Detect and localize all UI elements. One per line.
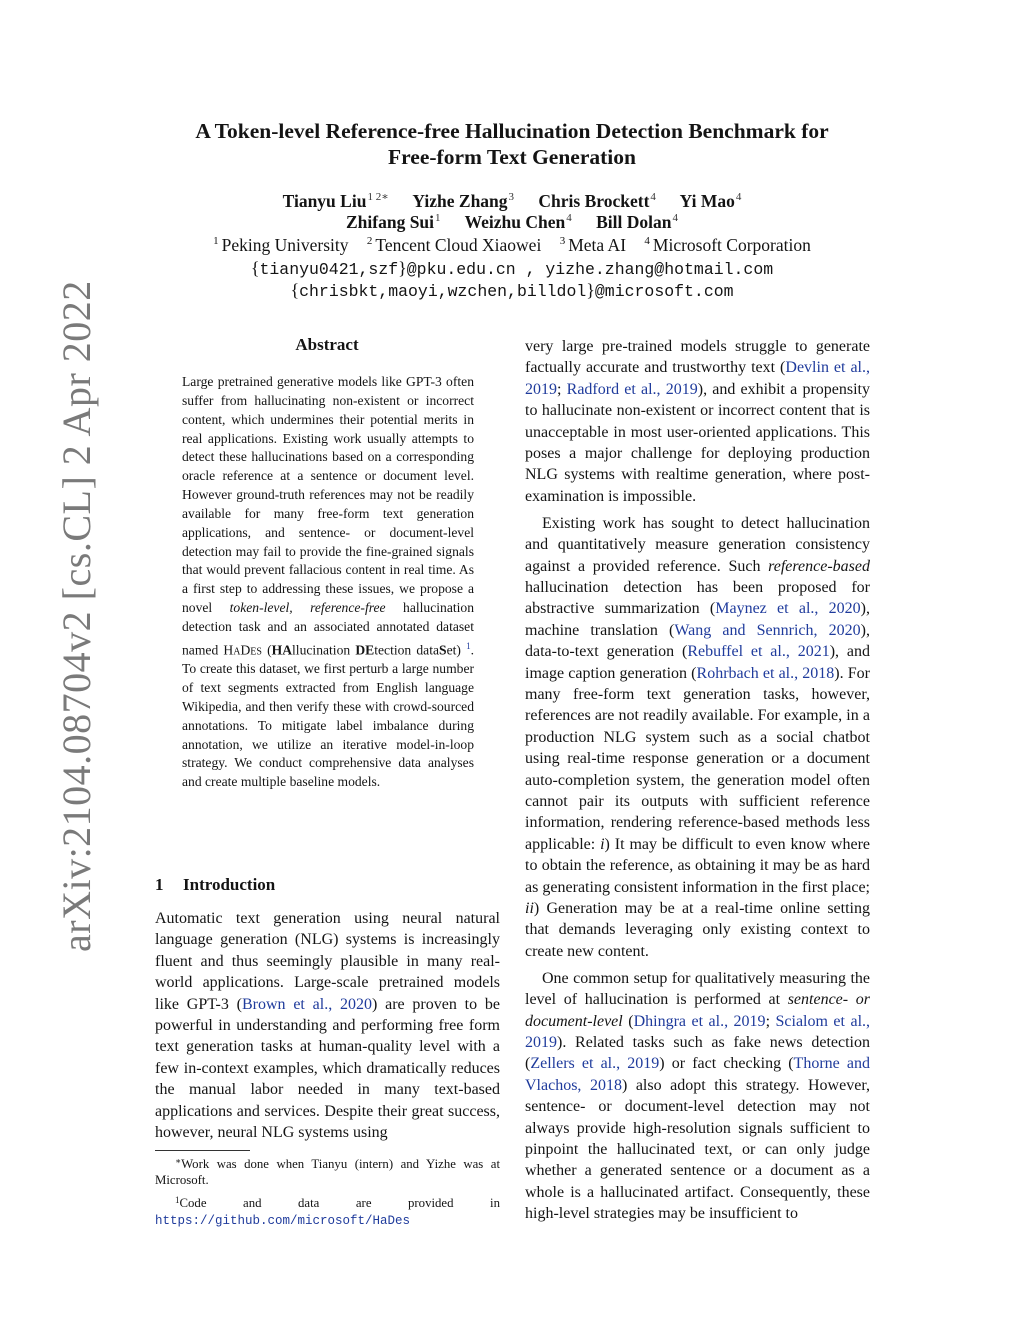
affiliation-mark: 2 [366,235,373,247]
author-affiliation-mark: 1 [435,212,441,224]
body-text: ; [557,380,567,398]
acronym-letters: S [439,642,447,658]
citation-link[interactable]: Brown et al., 2020 [241,995,372,1013]
citation-link[interactable]: Radford et al., 2019 [566,380,698,398]
title-line-1: A Token-level Reference-free Hallucination Detection Benchmark for [195,119,829,143]
abstract-text: ( [261,642,272,658]
author-affiliation-mark: 3 [508,191,515,203]
footnote-link[interactable]: 1 [466,640,471,651]
citation-link[interactable]: Dhingra et al., 2019 [633,1012,766,1030]
author-list-row-1 [150,190,874,212]
email-line-2: {chrisbkt,maoyi,wzchen,billdol}@microsoft.com [290,280,734,301]
body-text: ( [622,1012,634,1030]
affiliation-mark: 1 [213,235,219,247]
affiliation-name: Microsoft Corporation [652,235,811,255]
dataset-name: HaDes [223,642,262,658]
citation-link[interactable]: Rebuffel et al., 2021 [687,643,830,661]
author-affiliation-mark: 4 [672,212,678,224]
citation-link[interactable]: Devlin et al., 2019 [525,359,871,398]
footnote-mark: 1 [175,1195,180,1206]
footnote-text: Work was done when Tianyu (intern) and Yizhe was at Microsoft. [155,1157,500,1188]
body-text: ; [765,1012,776,1030]
code-repository-link[interactable]: https://github.com/microsoft/HaDes [155,1213,411,1228]
email-usernames: tianyu0421,szf [259,260,399,279]
author-affiliation-mark: 4 [735,191,742,203]
abstract-text: hallucination detection task and an associated annotated dataset named [182,600,475,658]
acronym-letters: DE [355,642,375,658]
abstract-text: llucination [292,642,356,658]
footnotes [155,1153,500,1229]
citation-link[interactable]: Zellers et al., 2019 [530,1055,660,1073]
footnote-mark: ∗ [175,1156,182,1166]
title-line-2: Free-form Text Generation [388,145,636,169]
abstract-body [182,373,474,792]
body-text: very large pre-trained models struggle to generate factually accurate and trustworthy text ( [525,338,870,377]
abstract-text: tection data [374,642,440,658]
body-text: hallucination detection has been proposed for abstractive summarization ( [525,578,870,618]
abstract-text: Large pretrained generative models like GPT-3 often suffer from hallucinating non-existent or incorrect content, which undermines their potential merits in real applications. Existing work usually attempts to detect these hallucinations based on a corresponding oracle reference at a sentence or document level. However ground-truth references may not be readily available for many free-form text generation applications, and sentence- or document-level detection may fail to provide the fine-grained signals that would prevent fallacious content in real time. As a first step to addressing these issues, we propose a novel [182,374,474,616]
author-list-row-2 [150,212,874,233]
affiliation-name: Tencent Cloud Xiaowei [375,235,542,255]
body-text: Automatic text generation using neural natural language generation (NLG) systems is increasingly fluent and thus seemingly plausible in many real-world applications. Large-scale pretrained models like GPT-3 ( [155,910,500,1013]
author-affiliation-mark: 4 [650,191,656,203]
section-title: Introduction [183,875,276,894]
affiliation-list [150,235,874,256]
citation-link[interactable]: Wang and Sennrich, 2020 [674,621,861,639]
email-domain: @microsoft.com [594,282,734,301]
citation-link[interactable]: Scialom et al., 2019 [525,1012,871,1051]
footnote-text: Code and data are provided in [179,1196,500,1211]
email-usernames: chrisbkt,maoyi,wzchen,billdol [299,282,587,301]
author-name: Yi Mao [679,191,735,211]
author-name: Yizhe Zhang [412,191,508,211]
citation-link[interactable]: Maynez et al., 2020 [715,600,861,618]
author-name: Zhifang Sui [346,212,435,232]
body-text: ), machine translation ( [525,600,870,639]
body-text: ), data-to-text generation ( [525,621,870,661]
abstract-emphasis: token-level, reference-free [229,600,386,616]
arxiv-identifier-stamp: arXiv:2104.08704v2 [cs.CL] 2 Apr 2022 [54,280,99,952]
body-text: ) It may be difficult to even know where to obtain the reference, as obtaining it may be as hard as generating consistent information in the first place; [525,835,871,896]
paragraph [525,336,870,507]
body-text: ). For many free-form text generation tasks, however, references are not readily available. For example, in a production NLG system such as a social chatbot using real-time response generation or a document auto-completion system, the generation model often cannot pair its outputs with sufficient reference information, rendering reference-based methods less applicable: [525,664,870,853]
affiliation-mark: 3 [559,235,566,247]
abstract-text: et) [446,642,461,658]
emphasis-text: reference-based [768,557,870,575]
body-text: ). Related tasks such as fake news detection ( [525,1034,870,1073]
affiliation-name: Meta AI [568,235,627,255]
body-text: ) also adopt this strategy. However, sentence- or document-level detection may not always provide high-resolution signals sufficient to pinpoint the hallucinated text, or can only judge whether a generated sentence or a document as a whole is a hallucinated artifact. Consequently, these high-level strategies may be insufficient to [525,1076,870,1223]
author-affiliation-mark: 4 [566,212,572,224]
body-text: One common setup for qualitatively measuring the level of hallucination is performed at [525,969,870,1009]
email-line-1: {tianyu0421,szf}@pku.edu.cn , yizhe.zhang@hotmail.com [250,258,774,279]
citation-link[interactable]: Thorne and Vlachos, 2018 [525,1055,870,1094]
abstract-heading: Abstract [295,335,359,354]
emphasis-text: sentence- or document-level [525,991,870,1030]
acronym-letters: HA [271,642,293,658]
section-number: 1 [155,875,164,894]
introduction-paragraph [155,908,500,1143]
roman-numeral: ii [525,900,534,918]
author-affiliation-mark: 1 2∗ [367,191,389,203]
body-text: ) or fact checking ( [659,1055,794,1073]
section-heading-introduction [155,875,275,895]
email-domain: @pku.edu.cn , yizhe.zhang@hotmail.com [406,260,774,279]
body-text: ) are proven to be powerful in understanding and performing free form text generation tasks at human-quality level with a few in-context examples, which dramatically reduces the manual labor needed in many text-based applications and services. Despite their great success, however, neural NLG systems using [155,995,500,1142]
right-column-body [525,336,870,1225]
body-text: ), and image caption generation ( [525,643,870,682]
body-text: Existing work has sought to detect hallucination and quantitatively measure generation consistency against a provided reference. Such [525,514,870,575]
footnote-divider [155,1150,250,1151]
paragraph [525,968,870,1225]
paragraph [525,513,870,963]
author-name: Tianyu Liu [282,191,367,211]
paper-title [150,118,874,170]
author-name: Bill Dolan [596,212,672,232]
author-name: Chris Brockett [538,191,650,211]
affiliation-name: Peking University [221,235,349,255]
author-name: Weizhu Chen [464,212,566,232]
body-text: ) Generation may be at a real-time online setting that demands leveraging only existing context to create new content. [525,900,870,960]
abstract-text: . To create this dataset, we first perturb a large number of text segments extracted from English language Wikipedia, and then verify these with crowd-sourced annotations. To mitigate label imbalance during annotation, we utilize an iterative model-in-loop strategy. We conduct comprehensive data analyses and create multiple baseline models. [182,642,475,790]
body-text: ), and exhibit a propensity to hallucinate non-existent or incorrect content that is unacceptable in most user-oriented applications. This poses a major challenge for deploying production NLG systems with realtime generation, where post-examination is impossible. [525,380,870,505]
affiliation-mark: 4 [644,235,650,247]
citation-link[interactable]: Rohrbach et al., 2018 [696,664,835,682]
roman-numeral: i [600,835,605,853]
